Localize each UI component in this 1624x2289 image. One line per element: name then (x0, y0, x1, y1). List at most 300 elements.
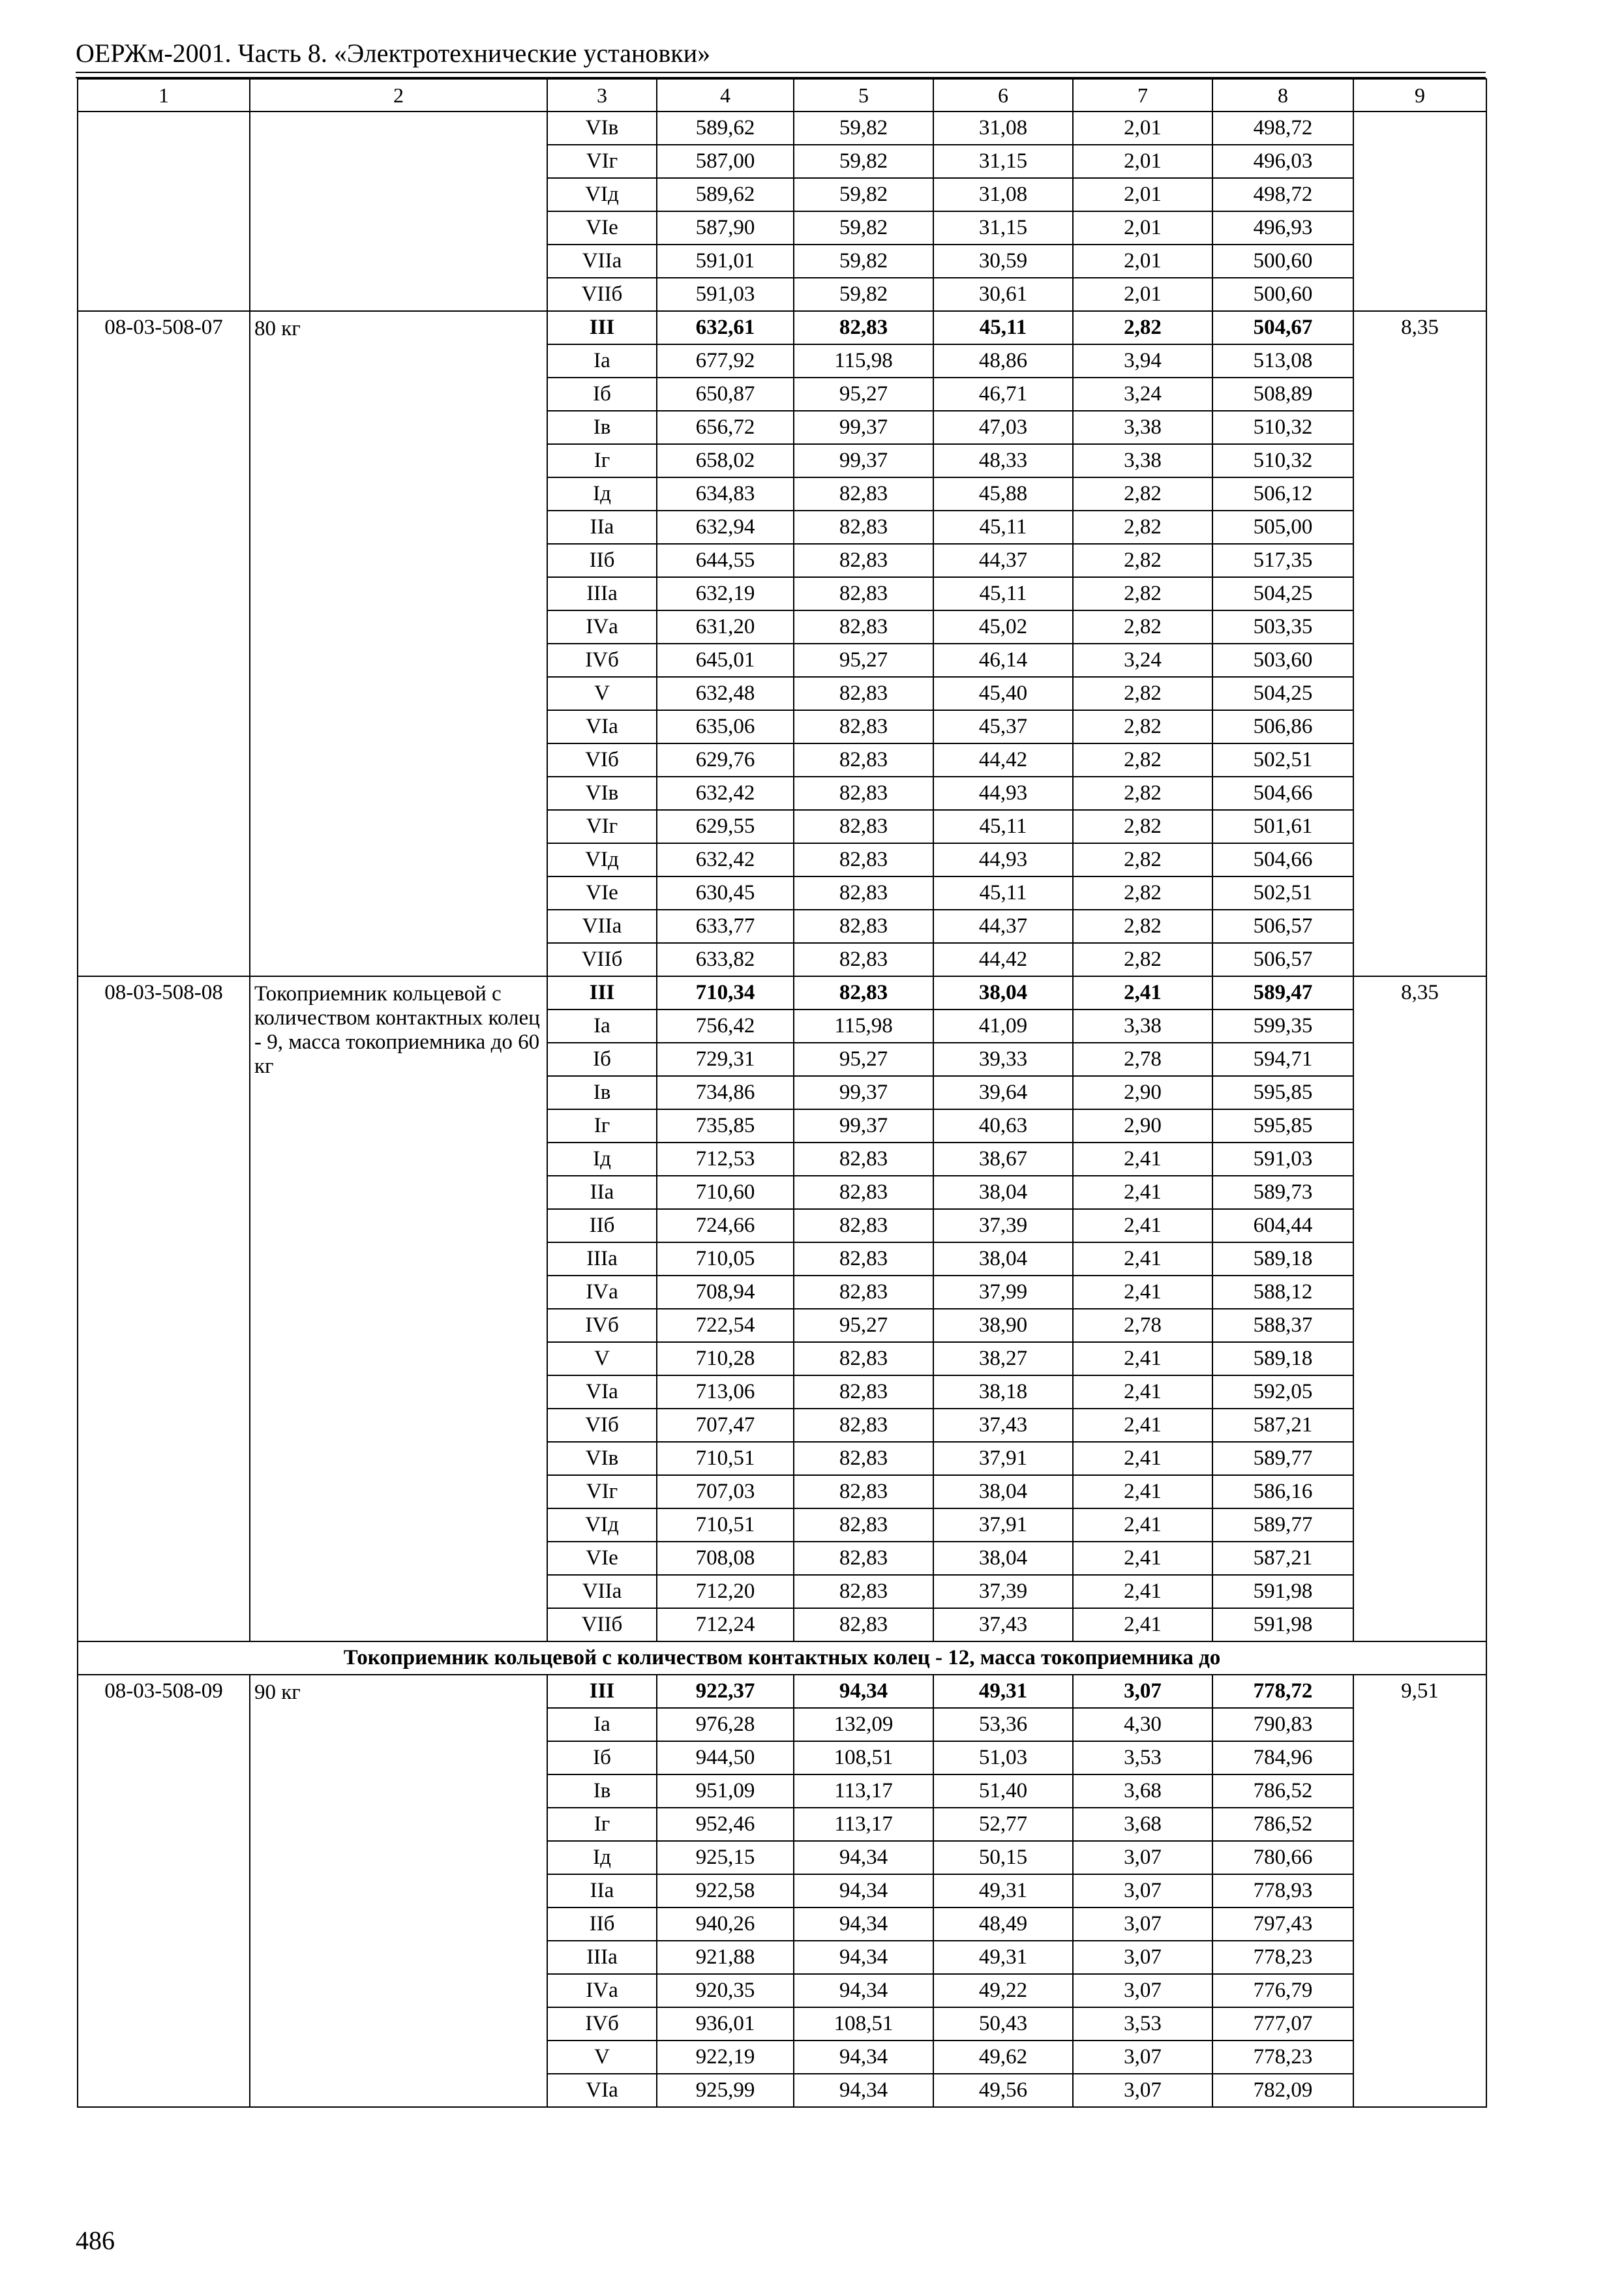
value-cell-c4: 710,34 (657, 976, 794, 1010)
value-cell-c8: 501,61 (1212, 810, 1353, 843)
value-cell-c5: 82,83 (794, 511, 933, 544)
value-cell-c5: 59,82 (794, 211, 933, 245)
rate-code: 08-03-508-07 (78, 311, 250, 976)
zone-cell: VIIб (547, 1608, 657, 1641)
value-cell-c8: 591,98 (1212, 1575, 1353, 1608)
value-cell-c4: 712,53 (657, 1143, 794, 1176)
value-cell-c8: 504,67 (1212, 311, 1353, 344)
value-cell-c7: 2,41 (1073, 1242, 1212, 1276)
zone-cell: V (547, 2041, 657, 2074)
value-cell-c7: 2,82 (1073, 511, 1212, 544)
zone-cell: IIб (547, 1209, 657, 1242)
zone-cell: VIг (547, 145, 657, 178)
value-cell-c5: 82,83 (794, 1176, 933, 1209)
value-cell-c8: 594,71 (1212, 1043, 1353, 1076)
value-cell-c5: 82,83 (794, 743, 933, 777)
value-cell-c8: 498,72 (1212, 178, 1353, 211)
table-row (78, 976, 1486, 1010)
value-cell-c7: 2,01 (1073, 145, 1212, 178)
value-cell-c5: 82,83 (794, 910, 933, 943)
value-cell-c6: 38,67 (933, 1143, 1073, 1176)
header-rule-top (76, 72, 1486, 73)
column-9-value: 8,35 (1353, 976, 1486, 1641)
zone-cell: VIд (547, 843, 657, 876)
value-cell-c6: 48,49 (933, 1908, 1073, 1941)
value-cell-c7: 2,90 (1073, 1076, 1212, 1109)
value-cell-c5: 113,17 (794, 1808, 933, 1841)
value-cell-c8: 589,73 (1212, 1176, 1353, 1209)
value-cell-c8: 778,23 (1212, 1941, 1353, 1974)
value-cell-c5: 82,83 (794, 1542, 933, 1575)
value-cell-c8: 588,12 (1212, 1276, 1353, 1309)
value-cell-c4: 632,94 (657, 511, 794, 544)
column-number-9: 9 (1353, 79, 1486, 112)
value-cell-c4: 976,28 (657, 1708, 794, 1741)
value-cell-c7: 3,07 (1073, 1941, 1212, 1974)
value-cell-c6: 44,93 (933, 843, 1073, 876)
value-cell-c7: 2,82 (1073, 810, 1212, 843)
value-cell-c5: 94,34 (794, 1874, 933, 1908)
value-cell-c5: 82,83 (794, 577, 933, 610)
value-cell-c7: 2,82 (1073, 477, 1212, 511)
value-cell-c4: 633,82 (657, 943, 794, 976)
zone-cell: IVб (547, 1309, 657, 1342)
value-cell-c6: 49,56 (933, 2074, 1073, 2107)
value-cell-c4: 589,62 (657, 178, 794, 211)
value-cell-c4: 713,06 (657, 1375, 794, 1409)
value-cell-c7: 2,78 (1073, 1309, 1212, 1342)
value-cell-c6: 38,04 (933, 1475, 1073, 1508)
value-cell-c4: 722,54 (657, 1309, 794, 1342)
zone-cell: VIг (547, 1475, 657, 1508)
value-cell-c7: 3,07 (1073, 1675, 1212, 1708)
zone-cell: III (547, 311, 657, 344)
zone-cell: VIе (547, 876, 657, 910)
value-cell-c5: 59,82 (794, 278, 933, 311)
zone-cell: IIа (547, 511, 657, 544)
value-cell-c7: 2,82 (1073, 577, 1212, 610)
zone-cell: IVа (547, 610, 657, 644)
rate-code (78, 112, 250, 311)
value-cell-c7: 3,24 (1073, 378, 1212, 411)
zone-cell: Iв (547, 411, 657, 444)
value-cell-c5: 82,83 (794, 544, 933, 577)
value-cell-c4: 710,05 (657, 1242, 794, 1276)
zone-cell: VIе (547, 1542, 657, 1575)
zone-cell: VIв (547, 1442, 657, 1475)
value-cell-c5: 82,83 (794, 677, 933, 710)
zone-cell: Iв (547, 1774, 657, 1808)
value-cell-c4: 925,99 (657, 2074, 794, 2107)
value-cell-c6: 48,86 (933, 344, 1073, 378)
value-cell-c6: 39,64 (933, 1076, 1073, 1109)
value-cell-c8: 496,93 (1212, 211, 1353, 245)
value-cell-c4: 645,01 (657, 644, 794, 677)
value-cell-c4: 936,01 (657, 2007, 794, 2041)
value-cell-c5: 94,34 (794, 1974, 933, 2007)
zone-cell: Iа (547, 1708, 657, 1741)
value-cell-c6: 53,36 (933, 1708, 1073, 1741)
value-cell-c4: 658,02 (657, 444, 794, 477)
value-cell-c8: 502,51 (1212, 876, 1353, 910)
zone-cell: IIIа (547, 1941, 657, 1974)
value-cell-c8: 504,25 (1212, 577, 1353, 610)
value-cell-c8: 589,47 (1212, 976, 1353, 1010)
value-cell-c5: 82,83 (794, 843, 933, 876)
rates-table-body (78, 79, 1486, 2107)
value-cell-c7: 3,07 (1073, 1841, 1212, 1874)
value-cell-c4: 925,15 (657, 1841, 794, 1874)
zone-cell: IVб (547, 644, 657, 677)
value-cell-c7: 3,07 (1073, 2074, 1212, 2107)
value-cell-c7: 2,82 (1073, 777, 1212, 810)
value-cell-c8: 496,03 (1212, 145, 1353, 178)
zone-cell: Iг (547, 444, 657, 477)
value-cell-c6: 45,11 (933, 810, 1073, 843)
value-cell-c6: 45,37 (933, 710, 1073, 743)
value-cell-c7: 2,41 (1073, 976, 1212, 1010)
value-cell-c8: 504,66 (1212, 843, 1353, 876)
value-cell-c6: 38,90 (933, 1309, 1073, 1342)
zone-cell: VIг (547, 810, 657, 843)
rate-description: 90 кг (250, 1675, 547, 2107)
value-cell-c4: 724,66 (657, 1209, 794, 1242)
value-cell-c6: 31,08 (933, 178, 1073, 211)
value-cell-c4: 952,46 (657, 1808, 794, 1841)
zone-cell: VIIб (547, 278, 657, 311)
value-cell-c5: 113,17 (794, 1774, 933, 1808)
value-cell-c8: 586,16 (1212, 1475, 1353, 1508)
value-cell-c7: 3,94 (1073, 344, 1212, 378)
value-cell-c8: 778,72 (1212, 1675, 1353, 1708)
value-cell-c7: 3,38 (1073, 444, 1212, 477)
value-cell-c8: 589,18 (1212, 1242, 1353, 1276)
value-cell-c6: 51,03 (933, 1741, 1073, 1774)
zone-cell: IIIа (547, 1242, 657, 1276)
value-cell-c7: 3,24 (1073, 644, 1212, 677)
value-cell-c5: 95,27 (794, 378, 933, 411)
value-cell-c5: 82,83 (794, 710, 933, 743)
value-cell-c8: 506,57 (1212, 943, 1353, 976)
value-cell-c4: 591,01 (657, 245, 794, 278)
value-cell-c5: 82,83 (794, 477, 933, 511)
zone-cell: Iб (547, 378, 657, 411)
value-cell-c5: 82,83 (794, 1276, 933, 1309)
value-cell-c7: 2,01 (1073, 112, 1212, 145)
value-cell-c8: 599,35 (1212, 1010, 1353, 1043)
value-cell-c7: 2,41 (1073, 1176, 1212, 1209)
value-cell-c6: 47,03 (933, 411, 1073, 444)
value-cell-c8: 513,08 (1212, 344, 1353, 378)
document-header: ОЕРЖм-2001. Часть 8. «Электротехнические установки» (76, 38, 711, 68)
value-cell-c5: 82,83 (794, 1575, 933, 1608)
value-cell-c4: 922,58 (657, 1874, 794, 1908)
value-cell-c7: 2,01 (1073, 245, 1212, 278)
value-cell-c4: 591,03 (657, 278, 794, 311)
value-cell-c5: 94,34 (794, 2041, 933, 2074)
value-cell-c5: 94,34 (794, 1675, 933, 1708)
value-cell-c8: 778,23 (1212, 2041, 1353, 2074)
value-cell-c6: 49,62 (933, 2041, 1073, 2074)
value-cell-c8: 587,21 (1212, 1542, 1353, 1575)
value-cell-c6: 49,31 (933, 1874, 1073, 1908)
value-cell-c6: 45,11 (933, 311, 1073, 344)
zone-cell: IIа (547, 1874, 657, 1908)
zone-cell: VIа (547, 710, 657, 743)
value-cell-c4: 707,03 (657, 1475, 794, 1508)
value-cell-c4: 708,08 (657, 1542, 794, 1575)
value-cell-c8: 589,18 (1212, 1342, 1353, 1375)
value-cell-c7: 2,41 (1073, 1542, 1212, 1575)
column-number-1: 1 (78, 79, 250, 112)
column-9-value: 9,51 (1353, 1675, 1486, 2107)
value-cell-c4: 587,00 (657, 145, 794, 178)
value-cell-c5: 59,82 (794, 245, 933, 278)
value-cell-c6: 38,04 (933, 976, 1073, 1010)
zone-cell: VIв (547, 112, 657, 145)
value-cell-c6: 44,42 (933, 943, 1073, 976)
value-cell-c7: 3,53 (1073, 1741, 1212, 1774)
value-cell-c8: 777,07 (1212, 2007, 1353, 2041)
value-cell-c8: 505,00 (1212, 511, 1353, 544)
value-cell-c4: 632,19 (657, 577, 794, 610)
value-cell-c6: 46,71 (933, 378, 1073, 411)
value-cell-c5: 108,51 (794, 2007, 933, 2041)
value-cell-c4: 644,55 (657, 544, 794, 577)
zone-cell: Iд (547, 1143, 657, 1176)
value-cell-c8: 592,05 (1212, 1375, 1353, 1409)
value-cell-c6: 46,14 (933, 644, 1073, 677)
zone-cell: V (547, 677, 657, 710)
column-number-5: 5 (794, 79, 933, 112)
value-cell-c6: 44,42 (933, 743, 1073, 777)
value-cell-c7: 3,38 (1073, 1010, 1212, 1043)
value-cell-c6: 39,33 (933, 1043, 1073, 1076)
value-cell-c4: 710,60 (657, 1176, 794, 1209)
zone-cell: VIд (547, 1508, 657, 1542)
zone-cell: VIд (547, 178, 657, 211)
value-cell-c6: 44,37 (933, 910, 1073, 943)
value-cell-c7: 2,41 (1073, 1508, 1212, 1542)
column-number-4: 4 (657, 79, 794, 112)
value-cell-c6: 37,91 (933, 1442, 1073, 1475)
value-cell-c7: 2,78 (1073, 1043, 1212, 1076)
value-cell-c8: 589,77 (1212, 1442, 1353, 1475)
value-cell-c6: 30,59 (933, 245, 1073, 278)
section-heading: Токоприемник кольцевой с количеством контактных колец - 12, масса токоприемника до (78, 1641, 1486, 1675)
value-cell-c4: 922,19 (657, 2041, 794, 2074)
value-cell-c7: 2,41 (1073, 1342, 1212, 1375)
zone-cell: IVб (547, 2007, 657, 2041)
zone-cell: VIа (547, 1375, 657, 1409)
value-cell-c8: 782,09 (1212, 2074, 1353, 2107)
value-cell-c5: 82,83 (794, 311, 933, 344)
value-cell-c8: 506,57 (1212, 910, 1353, 943)
value-cell-c6: 37,43 (933, 1608, 1073, 1641)
value-cell-c5: 82,83 (794, 1209, 933, 1242)
zone-cell: IIб (547, 544, 657, 577)
value-cell-c8: 504,25 (1212, 677, 1353, 710)
value-cell-c5: 132,09 (794, 1708, 933, 1741)
value-cell-c5: 99,37 (794, 411, 933, 444)
value-cell-c4: 729,31 (657, 1043, 794, 1076)
zone-cell: IVа (547, 1276, 657, 1309)
value-cell-c8: 500,60 (1212, 278, 1353, 311)
rate-code: 08-03-508-08 (78, 976, 250, 1641)
value-cell-c8: 508,89 (1212, 378, 1353, 411)
zone-cell: Iа (547, 1010, 657, 1043)
value-cell-c6: 38,27 (933, 1342, 1073, 1375)
zone-cell: III (547, 1675, 657, 1708)
value-cell-c7: 2,82 (1073, 311, 1212, 344)
value-cell-c7: 2,82 (1073, 943, 1212, 976)
value-cell-c5: 108,51 (794, 1741, 933, 1774)
value-cell-c7: 3,07 (1073, 2041, 1212, 2074)
table-row (78, 112, 1486, 145)
value-cell-c7: 2,01 (1073, 178, 1212, 211)
value-cell-c6: 44,37 (933, 544, 1073, 577)
value-cell-c7: 2,82 (1073, 710, 1212, 743)
zone-cell: Iг (547, 1109, 657, 1143)
value-cell-c8: 510,32 (1212, 411, 1353, 444)
value-cell-c7: 2,41 (1073, 1276, 1212, 1309)
value-cell-c6: 31,15 (933, 145, 1073, 178)
column-number-7: 7 (1073, 79, 1212, 112)
zone-cell: VIб (547, 743, 657, 777)
value-cell-c4: 922,37 (657, 1675, 794, 1708)
value-cell-c4: 630,45 (657, 876, 794, 910)
value-cell-c6: 51,40 (933, 1774, 1073, 1808)
value-cell-c8: 776,79 (1212, 1974, 1353, 2007)
rate-description (250, 112, 547, 311)
zone-cell: Iв (547, 1076, 657, 1109)
zone-cell: VIб (547, 1409, 657, 1442)
value-cell-c4: 710,28 (657, 1342, 794, 1375)
value-cell-c8: 517,35 (1212, 544, 1353, 577)
zone-cell: Iб (547, 1043, 657, 1076)
value-cell-c8: 589,77 (1212, 1508, 1353, 1542)
value-cell-c4: 940,26 (657, 1908, 794, 1941)
rate-description: Токоприемник кольцевой с количеством контактных колец - 9, масса токоприемника до 60 кг (250, 976, 547, 1641)
value-cell-c6: 49,22 (933, 1974, 1073, 2007)
value-cell-c4: 710,51 (657, 1508, 794, 1542)
value-cell-c6: 31,15 (933, 211, 1073, 245)
zone-cell: Iд (547, 1841, 657, 1874)
value-cell-c7: 2,01 (1073, 211, 1212, 245)
value-cell-c7: 3,68 (1073, 1808, 1212, 1841)
value-cell-c6: 37,43 (933, 1409, 1073, 1442)
value-cell-c6: 45,11 (933, 511, 1073, 544)
value-cell-c4: 632,42 (657, 843, 794, 876)
value-cell-c4: 712,20 (657, 1575, 794, 1608)
value-cell-c8: 786,52 (1212, 1774, 1353, 1808)
value-cell-c8: 790,83 (1212, 1708, 1353, 1741)
value-cell-c5: 59,82 (794, 145, 933, 178)
value-cell-c8: 784,96 (1212, 1741, 1353, 1774)
value-cell-c6: 45,11 (933, 876, 1073, 910)
value-cell-c5: 82,83 (794, 943, 933, 976)
zone-cell: VIIб (547, 943, 657, 976)
zone-cell: VIIа (547, 910, 657, 943)
value-cell-c6: 38,04 (933, 1176, 1073, 1209)
zone-cell: Iд (547, 477, 657, 511)
value-cell-c8: 503,35 (1212, 610, 1353, 644)
value-cell-c4: 921,88 (657, 1941, 794, 1974)
value-cell-c8: 503,60 (1212, 644, 1353, 677)
value-cell-c6: 37,39 (933, 1575, 1073, 1608)
value-cell-c6: 45,40 (933, 677, 1073, 710)
value-cell-c7: 2,41 (1073, 1143, 1212, 1176)
table-row (78, 1675, 1486, 1708)
table-row (78, 311, 1486, 344)
value-cell-c5: 82,83 (794, 1608, 933, 1641)
value-cell-c7: 2,41 (1073, 1575, 1212, 1608)
value-cell-c5: 99,37 (794, 1076, 933, 1109)
value-cell-c5: 82,83 (794, 810, 933, 843)
value-cell-c4: 944,50 (657, 1741, 794, 1774)
value-cell-c8: 604,44 (1212, 1209, 1353, 1242)
value-cell-c6: 30,61 (933, 278, 1073, 311)
value-cell-c6: 45,88 (933, 477, 1073, 511)
value-cell-c7: 3,68 (1073, 1774, 1212, 1808)
zone-cell: VIа (547, 2074, 657, 2107)
value-cell-c8: 797,43 (1212, 1908, 1353, 1941)
value-cell-c4: 589,62 (657, 112, 794, 145)
value-cell-c7: 2,41 (1073, 1475, 1212, 1508)
value-cell-c5: 82,83 (794, 876, 933, 910)
value-cell-c5: 94,34 (794, 1908, 933, 1941)
value-cell-c8: 500,60 (1212, 245, 1353, 278)
value-cell-c4: 756,42 (657, 1010, 794, 1043)
value-cell-c8: 591,98 (1212, 1608, 1353, 1641)
value-cell-c6: 38,04 (933, 1542, 1073, 1575)
value-cell-c4: 629,55 (657, 810, 794, 843)
zone-cell: III (547, 976, 657, 1010)
value-cell-c6: 38,04 (933, 1242, 1073, 1276)
value-cell-c7: 2,82 (1073, 544, 1212, 577)
value-cell-c7: 2,82 (1073, 910, 1212, 943)
value-cell-c4: 677,92 (657, 344, 794, 378)
value-cell-c7: 3,38 (1073, 411, 1212, 444)
zone-cell: Iб (547, 1741, 657, 1774)
value-cell-c8: 504,66 (1212, 777, 1353, 810)
column-number-3: 3 (547, 79, 657, 112)
value-cell-c4: 634,83 (657, 477, 794, 511)
value-cell-c5: 82,83 (794, 1143, 933, 1176)
value-cell-c7: 3,07 (1073, 1874, 1212, 1908)
rate-description: 80 кг (250, 311, 547, 976)
zone-cell: VIIа (547, 245, 657, 278)
value-cell-c5: 94,34 (794, 2074, 933, 2107)
value-cell-c5: 115,98 (794, 344, 933, 378)
value-cell-c6: 44,93 (933, 777, 1073, 810)
value-cell-c5: 82,83 (794, 1342, 933, 1375)
value-cell-c4: 632,61 (657, 311, 794, 344)
value-cell-c8: 595,85 (1212, 1076, 1353, 1109)
value-cell-c7: 2,82 (1073, 743, 1212, 777)
value-cell-c6: 48,33 (933, 444, 1073, 477)
value-cell-c8: 588,37 (1212, 1309, 1353, 1342)
value-cell-c5: 82,83 (794, 1375, 933, 1409)
value-cell-c6: 40,63 (933, 1109, 1073, 1143)
value-cell-c7: 2,82 (1073, 843, 1212, 876)
value-cell-c4: 656,72 (657, 411, 794, 444)
value-cell-c7: 2,82 (1073, 677, 1212, 710)
value-cell-c7: 2,01 (1073, 278, 1212, 311)
value-cell-c4: 707,47 (657, 1409, 794, 1442)
value-cell-c7: 2,41 (1073, 1375, 1212, 1409)
zone-cell: VIIа (547, 1575, 657, 1608)
